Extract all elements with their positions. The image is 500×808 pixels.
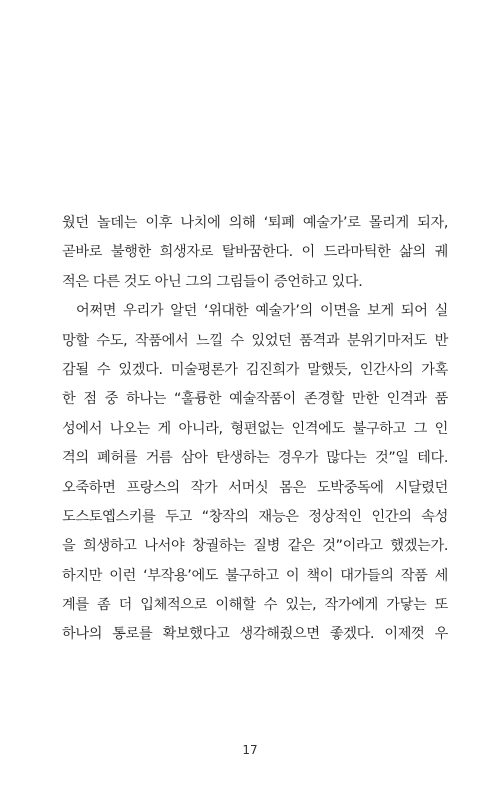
text-line: 곧바로 불행한 희생자로 탈바꿈한다. 이 드라마틱한 삶의 궤 (62, 244, 448, 261)
text-line: 도스토옙스키를 두고 “창작의 재능은 정상적인 인간의 속성 (62, 508, 448, 525)
text-line: 격의 폐허를 거름 삼아 탄생하는 경우가 많다는 것”일 테다. (62, 450, 448, 467)
text-line: 감될 수 있겠다. 미술평론가 김진희가 말했듯, 인간사의 가혹 (62, 361, 448, 378)
text-line: 계를 좀 더 입체적으로 이해할 수 있는, 작가에게 가닿는 또 (62, 597, 448, 614)
text-line: 적은 다른 것도 아닌 그의 그림들이 증언하고 있다. (62, 273, 363, 290)
text-line: 한 점 중 하나는 “훌륭한 예술작품이 존경할 만한 인격과 품 (62, 391, 448, 408)
text-line: 하지만 이런 ‘부작용’에도 불구하고 이 책이 대가들의 작품 세 (62, 567, 448, 584)
text-line: 망할 수도, 작품에서 느낄 수 있었던 품격과 분위기마저도 반 (62, 332, 448, 349)
text-line: 하나의 통로를 확보했다고 생각해줬으면 좋겠다. 이제껏 우 (62, 626, 448, 643)
body-text (62, 209, 448, 650)
page-number: 17 (242, 743, 258, 757)
text-line: 성에서 나오는 게 아니라, 형편없는 인격에도 불구하고 그 인 (62, 420, 448, 437)
text-line: 웠던 놀데는 이후 나치에 의해 ‘퇴폐 예술가’로 몰리게 되자, (62, 215, 448, 231)
text-line: 오죽하면 프랑스의 작가 서머싯 몸은 도박중독에 시달렸던 (62, 479, 448, 496)
text-line: 어쩌면 우리가 알던 ‘위대한 예술가’의 이면을 보게 되어 실 (76, 303, 448, 320)
text-line: 을 희생하고 나서야 창궐하는 질병 같은 것”이라고 했겠는가. (62, 538, 448, 555)
